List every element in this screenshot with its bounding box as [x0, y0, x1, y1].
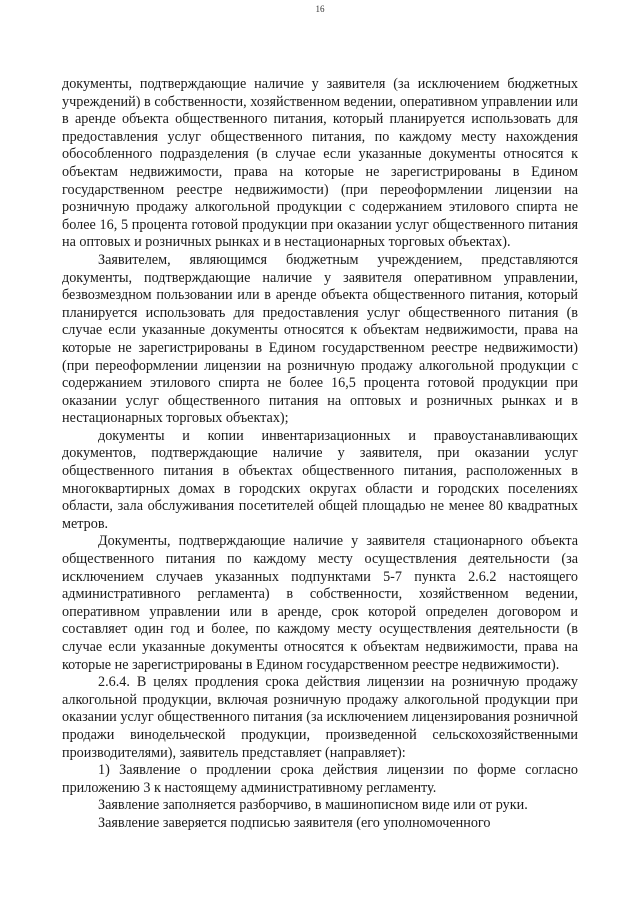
paragraph-inventory-documents: документы и копии инвентаризационных и правоустанавливающих документов, подтверждающие наличие у заявителя, при оказании услуг общественного питания в объектах общественного питания, расположенных в многоквартирных домах в городских округах области и городских поселениях области, зала обслуживания посетителей общей площадью не менее 80 квадратных метров. [62, 427, 578, 532]
paragraph-application-filled: Заявление заполняется разборчиво, в машинописном виде или от руки. [98, 797, 528, 814]
page-number: 16 [315, 4, 325, 14]
paragraph-documents-ownership: документы, подтверждающие наличие у заявителя (за исключением бюджетных учреждений) в собственности, хозяйственном ведении, оперативном управлении или в аренде объекта общественного питания, который планируется использовать для предоставления услуг общественного питания, по каждому месту нахождения обособленного подразделения (в случае если указанные документы относятся к объектам недвижимости, права на которые не зарегистрированы в Едином государственном реестре недвижимости) (при переоформлении лицензии на розничную продажу алкогольной продукции с содержанием этилового спирта не более 16, 5 процента готовой продукции при оказании услуг общественного питания на оптовых и розничных рынках и в нестационарных торговых объектах). [62, 76, 578, 251]
paragraph-2-6-4: 2.6.4. В целях продления срока действия лицензии на розничную продажу алкогольной продукции, включая розничную продажу алкогольной продукции при оказании услуг общественного питания (за исключением лицензирования розничной продажи винодельческой продукции, произведенной сельскохозяйственными производителями), заявитель представляет (направляет): [62, 674, 578, 761]
paragraph-stationary-object: Документы, подтверждающие наличие у заявителя стационарного объекта общественного питания по каждому месту осуществления деятельности (за исключением случаев указанных подпунктами 5-7 пункта 2.6.2 настоящего административного регламента) в собственности, хозяйственном ведении, оперативном управлении или в аренде, срок которой определен договором и составляет один год и более, по каждому месту осуществления деятельности (в случае если указанные документы относятся к объектам недвижимости, права на которые не зарегистрированы в Едином государственном реестре недвижимости). [62, 533, 578, 673]
paragraph-item-1-application: 1) Заявление о продлении срока действия лицензии по форме согласно приложению 3 к настоящему административному регламенту. [62, 762, 578, 796]
paragraph-budget-institution: Заявителем, являющимся бюджетным учреждением, представляются документы, подтверждающие наличие у заявителя оперативном управлении, безвозмездном пользовании или в аренде объекта общественного питания, который планируется использовать для предоставления услуг общественного питания (в случае если указанные документы относятся к объектам недвижимости, права на которые не зарегистрированы в Едином государственном реестре недвижимости) (при переоформлении лицензии на розничную продажу алкогольной продукции с содержанием этилового спирта не более 16,5 процента готовой продукции при оказании услуг общественного питания на оптовых и розничных рынках и в нестационарных торговых объектах); [62, 251, 578, 427]
paragraph-application-signed: Заявление заверяется подписью заявителя (его уполномоченного [98, 814, 491, 831]
document-body [62, 76, 578, 833]
